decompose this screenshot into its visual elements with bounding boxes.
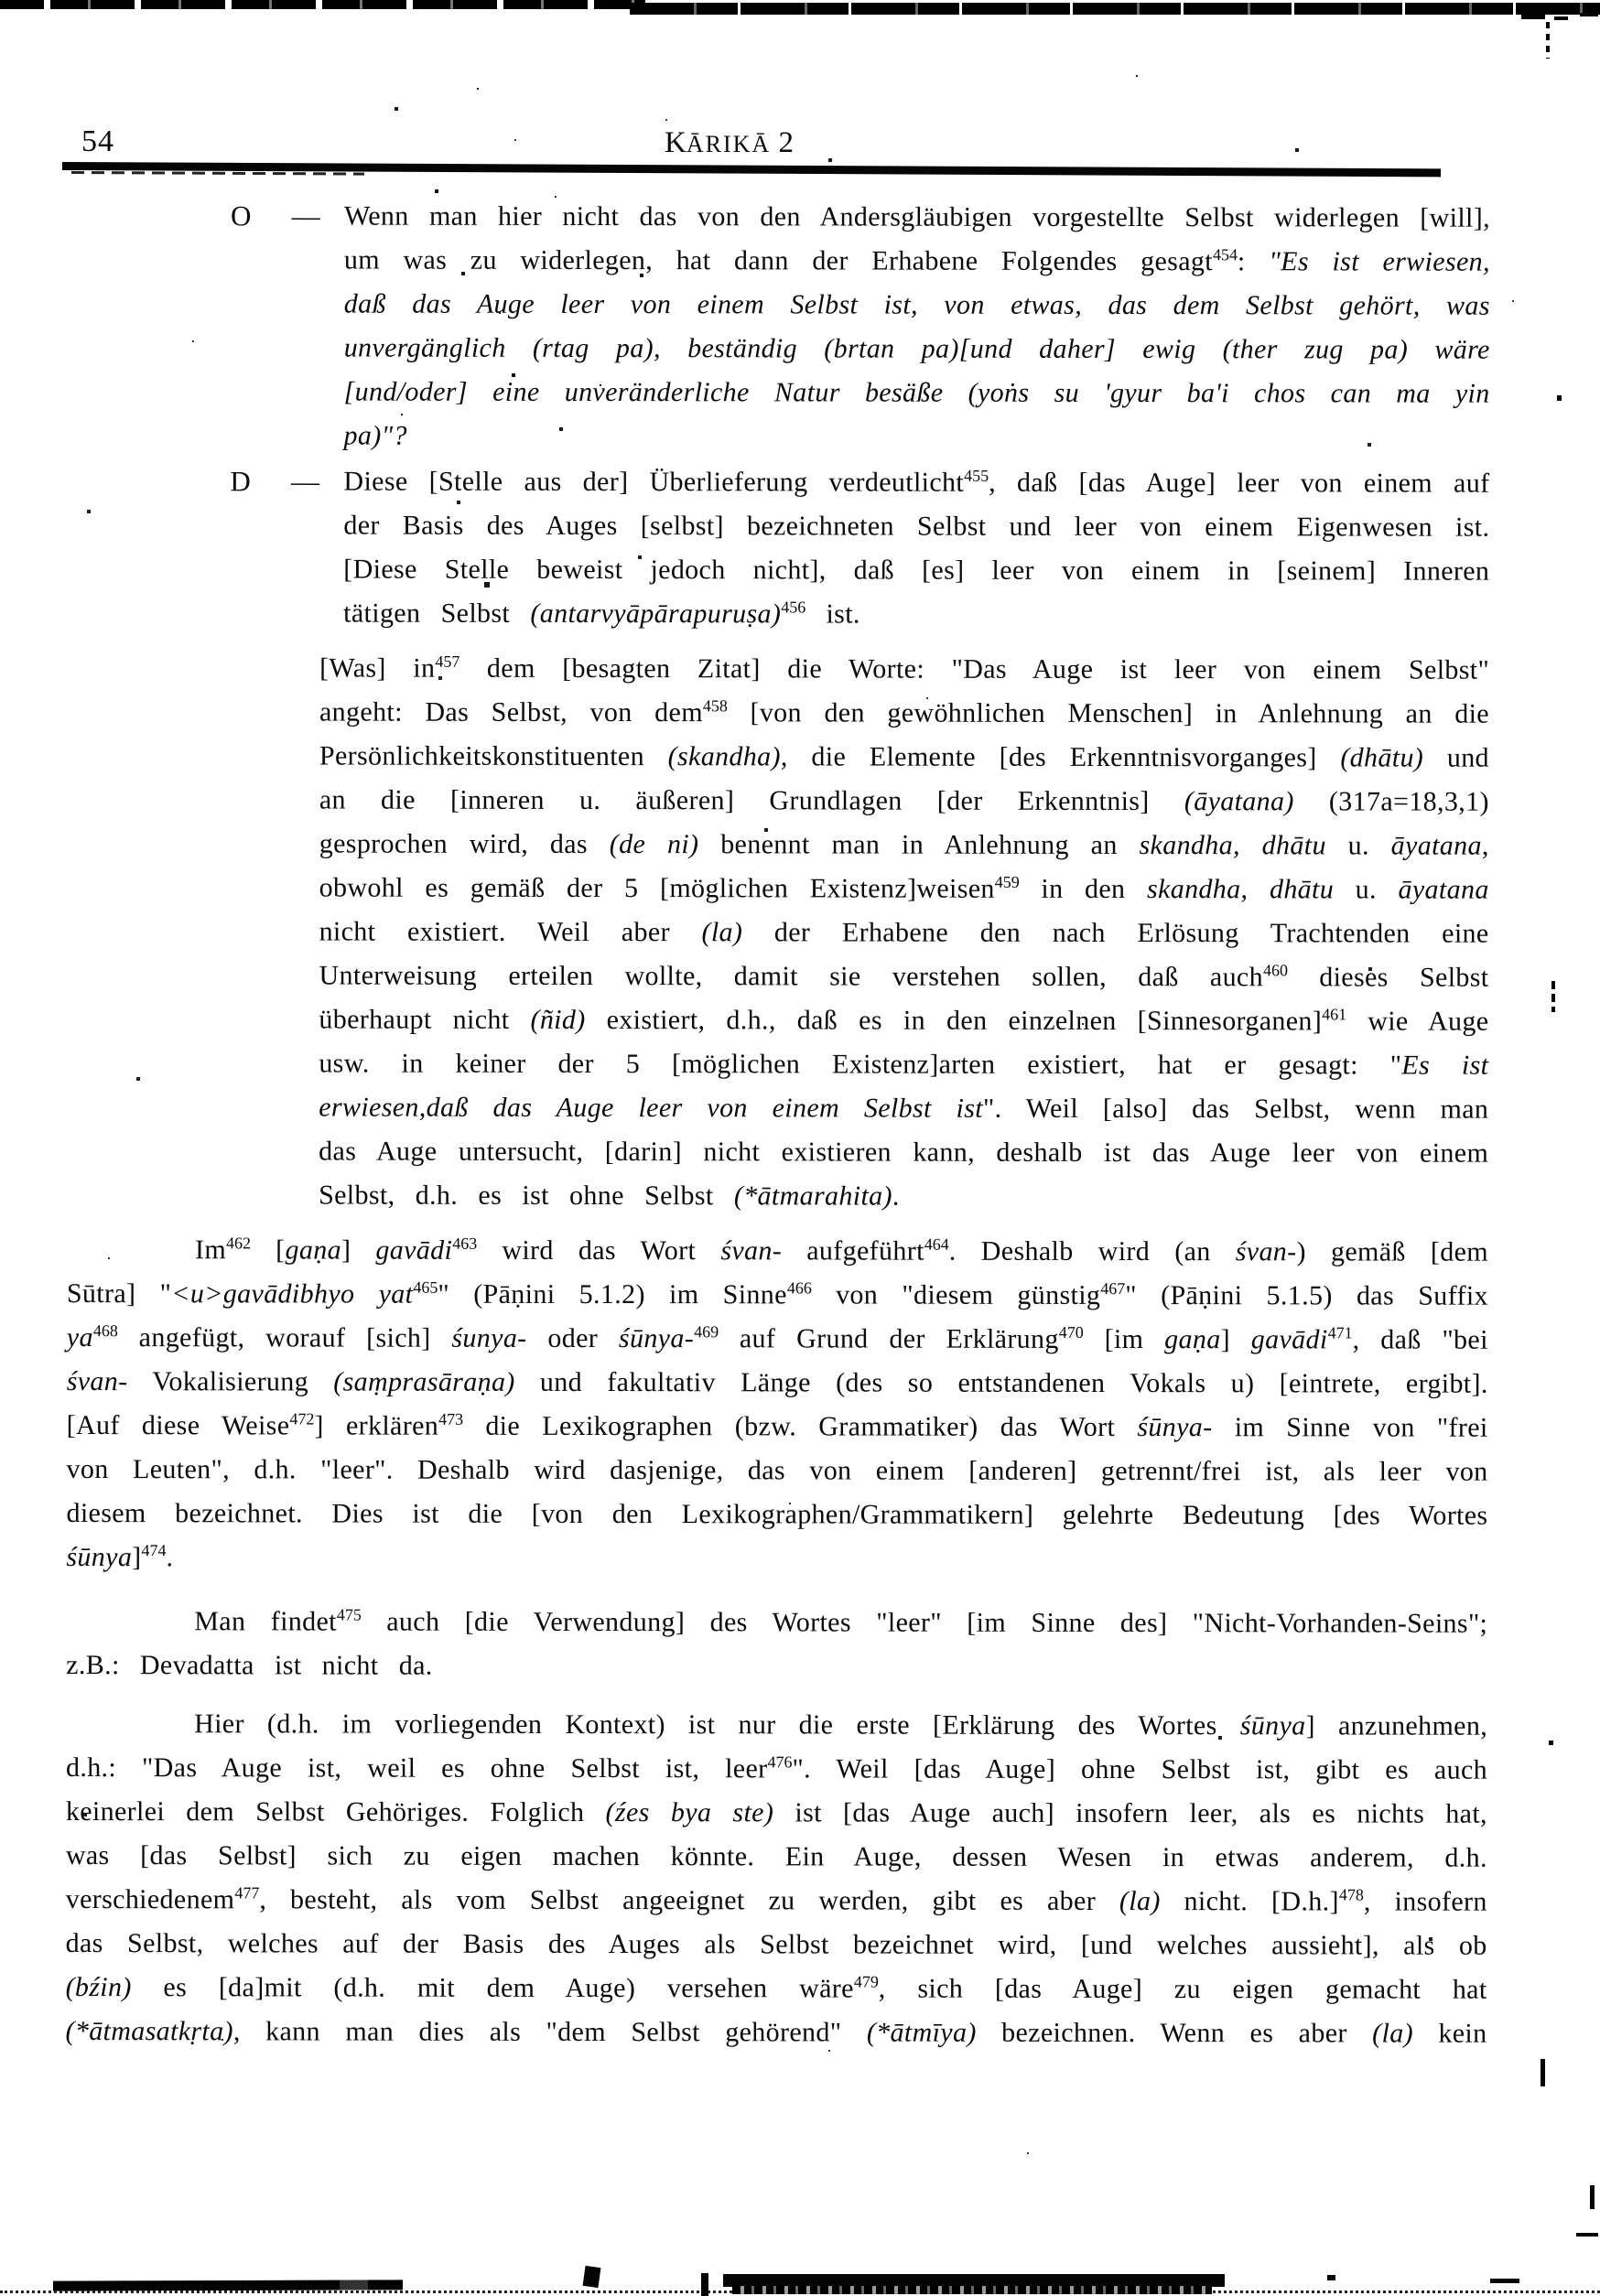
scan-artifact-mark [583, 2266, 601, 2288]
scan-artifact-mark [1521, 15, 1545, 19]
scan-artifact-top-band [630, 3, 1600, 15]
scan-artifact-mark [1576, 2233, 1598, 2237]
running-title [69, 126, 1389, 160]
scan-artifact-mark [1541, 2059, 1545, 2086]
paragraph-text: Man findet$^{475}$ auch [die Verwendung] des Wortes "leer" [im Sinne des] "Nicht-Vorhanden-Seins"; z.B.: Devadatta ist nicht da. [66, 1605, 1488, 1681]
header-rule [62, 162, 1441, 177]
paragraph-text: Diese [Stelle aus der] Überlieferung verdeutlicht$^{455}$, daß [das Auge] leer von einem auf der Basis des Auges [selbst] bezeichneten Selbst und leer von einem Eigenwesen ist. [Diese Stelle beweist jedoch nicht], daß [es] leer von einem in [seinem] Inneren tätigen Selbst (antarvyāpārapuruṣa)$^{456}$ ist. [343, 466, 1490, 630]
scan-artifact-mark [1490, 2279, 1519, 2283]
paragraph [65, 1702, 1487, 2056]
paragraph [230, 459, 1489, 637]
scan-artifact-mark [1557, 395, 1562, 401]
scan-artifact-bottom-band [723, 2274, 1225, 2287]
paragraph-text: Wenn man hier nicht das von den Andersgläubigen vorgestellte Selbst widerlegen [will], um was zu widerlegen, hat dann der Erhabene Folgendes gesagt$^{454}$: "Es ist erwiesen, daß das Auge leer von einem Selbst ist, von etwas, das dem Selbst gehört, was unvergänglich (rtag pa), beständig (brtan pa)[und daher] ewig (ther zug pa) wäre [und/oder] eine unveränderliche Natur besäße (yoṅs su 'gyur ba'i chos can ma yin pa)"? [343, 200, 1490, 451]
paragraph-marker: D — [230, 465, 320, 498]
scan-artifact-mark [701, 2273, 708, 2296]
paragraph-text: Hier (d.h. im vorliegenden Kontext) ist nur die erste [Erklärung des Wortes śūnya] anzunehmen, d.h.: "Das Auge ist, weil es ohne Selbst ist, leer$^{476}$". Weil [das Auge] ohne Selbst ist, gibt es auch keinerlei dem Selbst Gehöriges. Folglich (źes bya ste) ist [das Auge auch] insofern leer, als es nichts hat, was [das Selbst] sich zu eigen machen könnte. Ein Auge, dessen Wesen in etwas anderem, d.h. verschiedenem$^{477}$, besteht, als vom Selbst angeeignet zu werden, gibt es aber (la) nicht. $[D.h.]^{478}$, insofern das Selbst, welches auf der Basis des Auges als Selbst bezeichnet wird, [und welches aussieht], als ob (bźin) es [da]mit (d.h. mit dem Auge) versehen wäre$^{479}$, sich [das Auge] zu eigen gemacht hat (*ātmasatkṛta), kann man dies als "dem Selbst gehörend" (*ātmīya) bezeichnen. Wenn es aber (la) kein [65, 1709, 1488, 2049]
page-header [69, 108, 1490, 161]
scan-artifact-bottom-band [732, 2286, 1212, 2294]
running-title-lead: K [665, 126, 686, 159]
scan-artifact-mark [1327, 2275, 1335, 2280]
paragraph-text: [Was] $in^{457}$ dem [besagten Zitat] die Worte: "Das Auge ist leer von einem Selbst" angeht: Das Selbst, von dem$^{458}$ [von den gewöhnlichen Menschen] in Anlehnung an die Persönlichkeitskonstituenten (skandha), die Elemente [des Erkenntnisvorganges] (dhātu) und an die [inneren u. äußeren] Grundlagen [der Erkenntnis] (āyatana) (317a=18,3,1) gesprochen wird, das (de ni) benennt man in Anlehnung an skandha, dhātu u. āyatana, obwohl es gemäß der 5 [möglichen Existenz]weisen$^{459}$ in den skandha, dhātu u. āyatana nicht existiert. Weil aber (la) der Erhabene den nach Erlösung Trachtenden eine Unterweisung erteilen wollte, damit sie verstehen sollen, daß auch$^{460}$ dieses Selbst überhaupt nicht (ñid) existiert, d.h., daß es in den einzelnen [Sinnesorganen]$^{461}$ wie Auge usw. in keiner der 5 [möglichen Existenz]arten existiert, hat er gesagt: "Es ist erwiesen,daß das Auge leer von einem Selbst ist". Weil [also] das Selbst, wenn man das Auge untersucht, [darin] nicht existieren kann, deshalb ist das Auge leer von einem Selbst, d.h. es ist ohne Selbst (*ātmarahita). [319, 652, 1490, 1212]
scan-artifact-mark [1549, 1741, 1553, 1745]
page-number: 54 [81, 124, 114, 158]
running-title-mid: ĀRIKĀ [686, 131, 772, 157]
paragraph-text: Im$^{462}$ [gaṇa] gavādi$^{463}$ wird das Wort śvan- aufgeführt$^{464}$. Deshalb wird (an śvan-) gemäß [dem Sūtra] "<u>gavādibhyo yat$^{465}$" (Pāṇini 5.1.2) im Sinne$^{466}$ von "diesem günstig$^{467}$" (Pāṇini 5.1.5) das Suffix $ya^{468}$ angefügt, worauf [sich] śunya- oder śūnya-$^{469}$ auf Grund der Erklärung$^{470}$ [im gaṇa] gavādi$^{471}$, daß "bei śvan- Vokalisierung (saṃprasāraṇa) und fakultativ Länge (des so entstandenen Vokals u) [eintrete, ergibt]. [Auf diese Weise$^{472}$] erklären$^{473}$ die Lexikographen (bzw. Grammatiker) das Wort śūnya- im Sinne von "frei von Leuten", d.h. "leer". Deshalb wird dasjenige, das von einem [anderen] getrennt/frei ist, als leer von diesem bezeichnet. Dies ist die [von den Lexikographen/Grammatikern] gelehrte Bedeutung [des Wortes śūnya]$^{474}$. [66, 1234, 1488, 1573]
paragraph [230, 194, 1490, 459]
scan-noise-speckles [0, 0, 2, 2]
scan-artifact-bottom-band [53, 2280, 403, 2291]
paragraph [66, 1228, 1488, 1582]
paragraph [319, 646, 1489, 1219]
running-title-tail: 2 [771, 126, 794, 159]
scan-artifact-mark [1554, 16, 1568, 20]
scan-artifact-mark [1551, 981, 1555, 1012]
scan-artifact-mark [1590, 2185, 1595, 2209]
paragraph-marker: O — [230, 199, 320, 232]
scan-artifact-mark [1580, 13, 1598, 16]
paragraph [66, 1600, 1487, 1690]
text-column [65, 194, 1490, 2065]
scan-artifact-top-band [0, 0, 645, 9]
scan-artifact-mark [1546, 22, 1550, 59]
